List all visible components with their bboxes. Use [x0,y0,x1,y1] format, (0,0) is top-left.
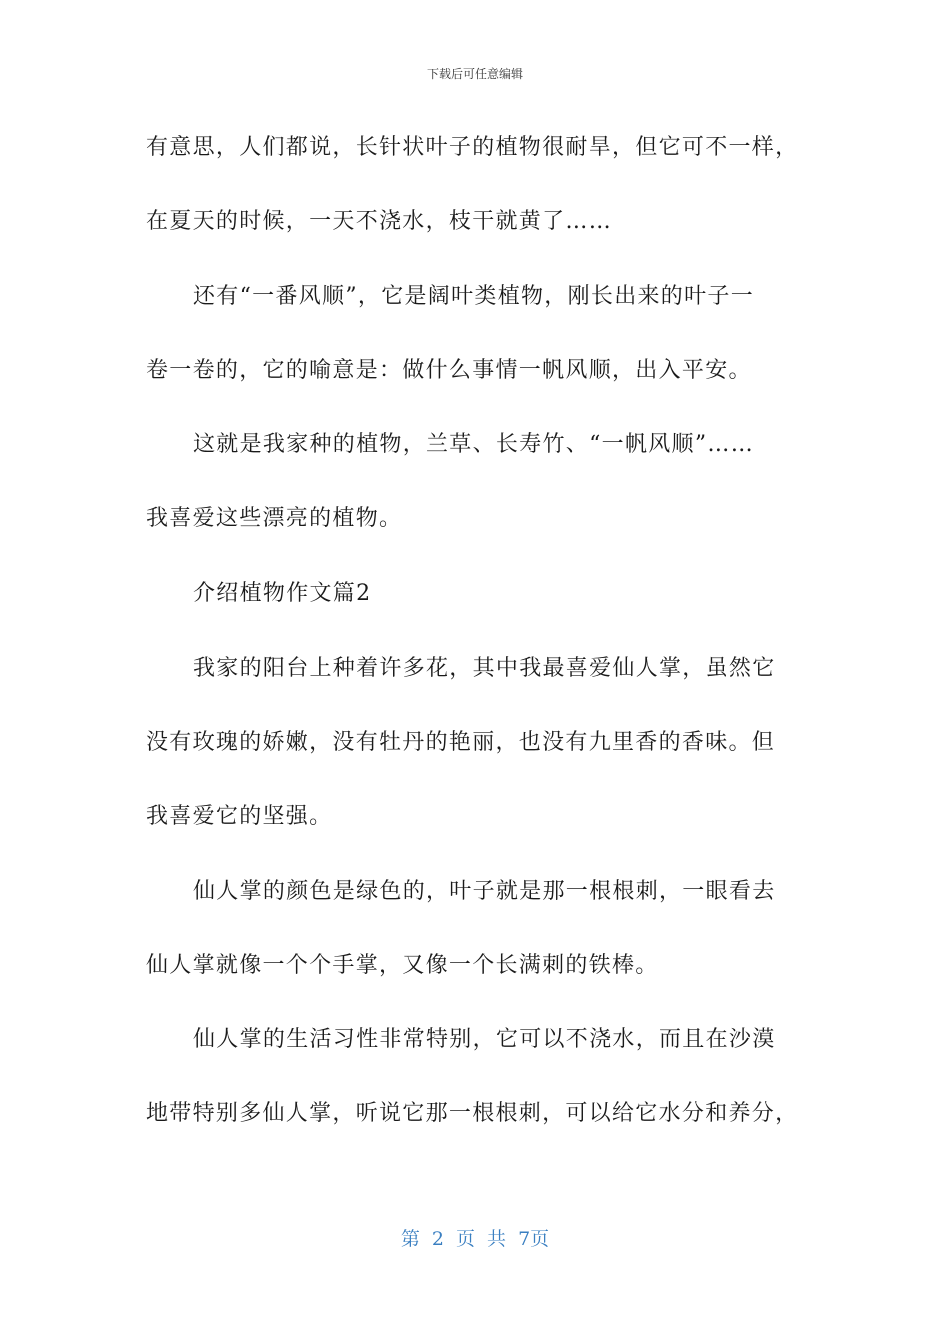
section-heading: 介绍植物作文篇2 [193,581,372,606]
text-line: 在夏天的时候，一天不浇水，枝干就黄了…… [146,209,613,234]
text-line: 卷一卷的，它的喻意是：做什么事情一帆风顺，出入平安。 [146,358,752,383]
text-line: 这就是我家种的植物，兰草、长寿竹、“一帆风顺”…… [193,432,754,457]
text-line: 仙人掌的颜色是绿色的，叶子就是那一根根刺，一眼看去 [193,879,776,904]
text-line: 仙人掌就像一个个手掌，又像一个长满刺的铁棒。 [146,953,659,978]
text-line: 我家的阳台上种着许多花，其中我最喜爱仙人掌，虽然它 [193,656,776,681]
page-number: 第 2 页 共 7页 [400,1228,550,1250]
text-line: 还有“一番风顺”，它是阔叶类植物，刚长出来的叶子一 [193,284,754,309]
text-line: 地带特别多仙人掌，听说它那一根根刺，可以给它水分和养分， [146,1101,799,1126]
text-line: 没有玫瑰的娇嫩，没有牡丹的艳丽，也没有九里香的香味。但 [146,730,776,755]
text-line: 仙人掌的生活习性非常特别，它可以不浇水，而且在沙漠 [193,1027,776,1052]
text-line: 有意思，人们都说，长针状叶子的植物很耐旱，但它可不一样， [146,135,799,160]
text-line: 我喜爱这些漂亮的植物。 [146,506,403,531]
page-header: 下载后可任意编辑 [426,67,523,81]
text-line: 我喜爱它的坚强。 [146,804,333,829]
